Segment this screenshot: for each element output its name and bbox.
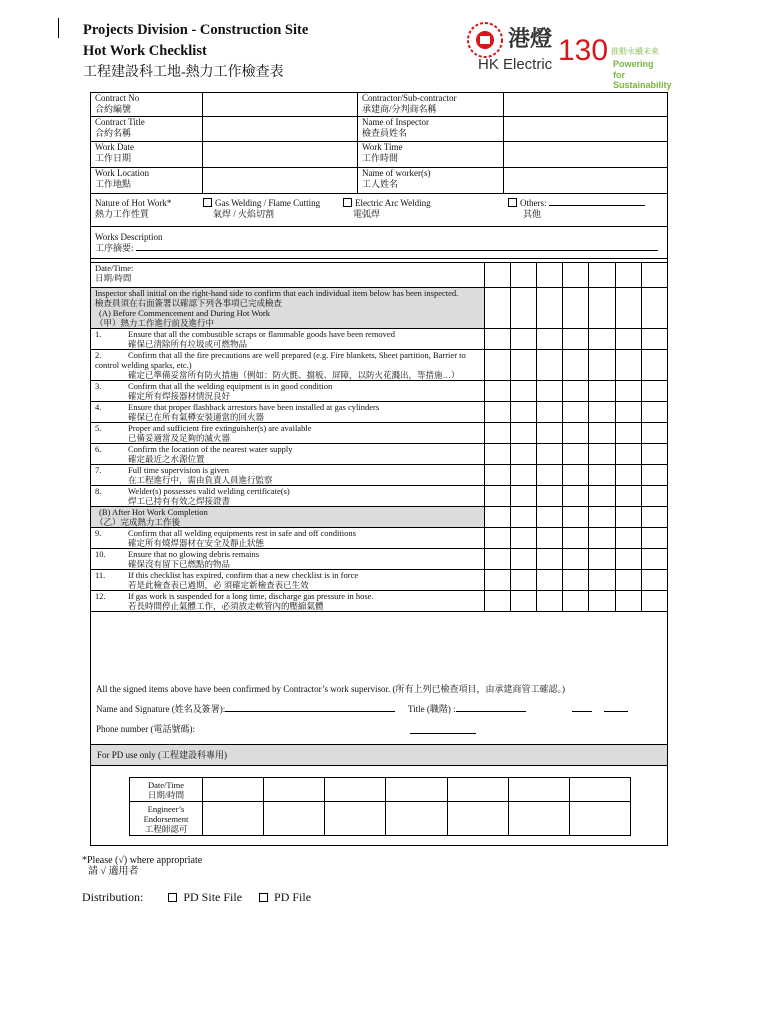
checklist-row bbox=[91, 402, 668, 423]
initial-cell[interactable] bbox=[641, 288, 667, 329]
checklist-row bbox=[91, 465, 668, 486]
initial-cell[interactable] bbox=[589, 288, 615, 329]
initial-cell[interactable] bbox=[589, 591, 615, 612]
initial-cell[interactable] bbox=[589, 263, 615, 288]
pd-date-cell[interactable] bbox=[508, 778, 569, 802]
work-location-label: Work Location 工作地點 bbox=[91, 168, 203, 194]
initial-cell[interactable] bbox=[589, 402, 615, 423]
checklist-row bbox=[91, 444, 668, 465]
initial-cell[interactable] bbox=[484, 465, 510, 486]
initial-cell[interactable] bbox=[484, 444, 510, 465]
form-title: Hot Work Checklist bbox=[83, 43, 207, 59]
phone-field[interactable] bbox=[410, 733, 476, 734]
initial-cell[interactable] bbox=[589, 507, 615, 528]
checklist-table bbox=[90, 262, 668, 612]
pd-date-cell[interactable] bbox=[569, 778, 630, 802]
contract-no-label: Contract No 合約編號 bbox=[91, 93, 203, 117]
checklist-row bbox=[91, 486, 668, 507]
pd-file-option[interactable]: PD File bbox=[259, 890, 311, 904]
initial-cell[interactable] bbox=[537, 570, 563, 591]
initial-cell[interactable] bbox=[615, 288, 641, 329]
checklist-item: 10. Ensure that no glowing debris remains 確保沒有留下已燃點的物品 bbox=[91, 549, 485, 570]
initial-cell[interactable] bbox=[484, 350, 510, 381]
initial-cell[interactable] bbox=[510, 329, 536, 350]
initial-cell[interactable] bbox=[510, 444, 536, 465]
initial-cell[interactable] bbox=[641, 263, 667, 288]
pd-date-cell[interactable] bbox=[386, 778, 447, 802]
initial-cell[interactable] bbox=[563, 444, 589, 465]
pd-date-cell[interactable] bbox=[203, 778, 264, 802]
initial-cell[interactable] bbox=[537, 381, 563, 402]
initial-cell[interactable] bbox=[484, 381, 510, 402]
initial-cell[interactable] bbox=[537, 486, 563, 507]
initial-cell[interactable] bbox=[615, 329, 641, 350]
initial-cell[interactable] bbox=[563, 423, 589, 444]
initial-cell[interactable] bbox=[510, 549, 536, 570]
initial-cell[interactable] bbox=[537, 528, 563, 549]
initial-cell[interactable] bbox=[510, 263, 536, 288]
work-location-field[interactable] bbox=[203, 168, 358, 194]
pd-site-file-option[interactable]: PD Site File bbox=[168, 890, 242, 904]
initial-cell[interactable] bbox=[615, 549, 641, 570]
pd-site-file-checkbox[interactable] bbox=[168, 893, 177, 902]
form-title-zh: 工程建設科工地-熱力工作檢查表 bbox=[83, 65, 284, 80]
pd-endorsement-cell[interactable] bbox=[203, 802, 264, 836]
section-b-header: (B) After Hot Work Completion （乙）完成熱力工作後 bbox=[91, 507, 485, 528]
initial-cell[interactable] bbox=[484, 329, 510, 350]
contractor-field[interactable] bbox=[504, 93, 668, 117]
contract-title-label: Contract Title 合約名稱 bbox=[91, 117, 203, 142]
gas-welding-checkbox[interactable] bbox=[203, 198, 212, 207]
initial-cell[interactable] bbox=[563, 402, 589, 423]
checklist-row bbox=[91, 329, 668, 350]
pd-endorsement-label: Engineer’s Endorsement 工程師認可 bbox=[130, 802, 203, 836]
initial-cell[interactable] bbox=[510, 402, 536, 423]
checklist-row bbox=[91, 381, 668, 402]
initial-cell[interactable] bbox=[563, 350, 589, 381]
initial-cell[interactable] bbox=[510, 350, 536, 381]
inspector-field[interactable] bbox=[504, 117, 668, 142]
initial-cell[interactable] bbox=[563, 591, 589, 612]
work-time-field[interactable] bbox=[504, 142, 668, 168]
section-a-header: Inspector shall initial on the right-hand side to confirm that each individual item below has been inspected. 檢查員須在右面簽署以確認下列各事項已完成檢查 (A) Before Commencement and During Hot Work （甲）熱力工作進行前及進行中 bbox=[91, 288, 485, 329]
initial-cell[interactable] bbox=[563, 528, 589, 549]
contract-no-field[interactable] bbox=[203, 93, 358, 117]
initial-cell[interactable] bbox=[589, 381, 615, 402]
checklist-item: 8. Welder(s) possesses valid welding certificate(s) 焊工已持有有效之焊接證書 bbox=[91, 486, 485, 507]
inspector-label: Name of Inspector 檢查員姓名 bbox=[358, 117, 504, 142]
initial-cell[interactable] bbox=[510, 570, 536, 591]
slogan-zh: 推動永續未來 bbox=[611, 47, 659, 56]
initial-cell[interactable] bbox=[589, 549, 615, 570]
initial-cell[interactable] bbox=[589, 350, 615, 381]
pd-endorsement-cell[interactable] bbox=[386, 802, 447, 836]
initial-cell[interactable] bbox=[615, 402, 641, 423]
pd-date-time-label: Date/Time 日期/時間 bbox=[130, 778, 203, 802]
initial-cell[interactable] bbox=[641, 549, 667, 570]
initial-cell[interactable] bbox=[641, 329, 667, 350]
checklist-item: 12. If gas work is suspended for a long time, discharge gas pressure in hose. 若長時間停止氣體工作，必須放走軟管內的壓縮氣體 bbox=[91, 591, 485, 612]
distribution-row: Distribution: PD Site File PD File bbox=[82, 890, 312, 904]
checklist-item: 2. Confirm that all the fire precautions are well prepared (e.g. Fire blankets, Sheet partition, Barrier to control welding sparks, etc.) 確定已準備妥當所有防火措施（例如：防火氈、擋板、屏障，以防火花濺出，等措施…） bbox=[91, 350, 485, 381]
initial-cell[interactable] bbox=[537, 591, 563, 612]
initial-cell[interactable] bbox=[589, 528, 615, 549]
checklist-item: 3. Confirm that all the welding equipment is in good condition 確定所有焊接器材情況良好 bbox=[91, 381, 485, 402]
initial-cell[interactable] bbox=[537, 423, 563, 444]
name-signature-field[interactable] bbox=[225, 711, 395, 712]
initial-cell[interactable] bbox=[537, 350, 563, 381]
work-date-label: Work Date 工作日期 bbox=[91, 142, 203, 168]
works-description-field[interactable] bbox=[136, 250, 658, 251]
initial-cell[interactable] bbox=[615, 423, 641, 444]
others-field[interactable] bbox=[549, 205, 645, 206]
name-signature-row: Name and Signature (姓名及簽署): bbox=[96, 704, 395, 715]
initial-cell[interactable] bbox=[641, 444, 667, 465]
company-name-en: HK Electric bbox=[478, 56, 553, 73]
work-date-field[interactable] bbox=[203, 142, 358, 168]
initial-cell[interactable] bbox=[537, 549, 563, 570]
footnote: *Please (√) where appropriate 請 √ 適用者 bbox=[82, 855, 203, 877]
checklist-row bbox=[91, 549, 668, 570]
workers-field[interactable] bbox=[504, 168, 668, 194]
initial-cell[interactable] bbox=[563, 381, 589, 402]
pd-file-checkbox[interactable] bbox=[259, 893, 268, 902]
initial-cell[interactable] bbox=[589, 329, 615, 350]
initial-cell[interactable] bbox=[641, 507, 667, 528]
initial-cell[interactable] bbox=[510, 528, 536, 549]
info-table bbox=[90, 92, 668, 259]
initial-cell[interactable] bbox=[563, 263, 589, 288]
initial-cell[interactable] bbox=[589, 465, 615, 486]
initial-cell[interactable] bbox=[510, 288, 536, 329]
checklist-row bbox=[91, 591, 668, 612]
pd-endorsement-cell[interactable] bbox=[447, 802, 508, 836]
initial-cell[interactable] bbox=[537, 402, 563, 423]
checklist-item: 11. If this checklist has expired, confirm that a new checklist is in force 若是此檢查表已過期，必 須確定新檢查表已生效 bbox=[91, 570, 485, 591]
pd-endorsement-cell[interactable] bbox=[325, 802, 386, 836]
others-option[interactable]: Others: 其他 bbox=[508, 198, 645, 220]
initial-cell[interactable] bbox=[537, 444, 563, 465]
initial-cell[interactable] bbox=[589, 486, 615, 507]
contractor-label: Contractor/Sub-contractor 承建商/分判商名稱 bbox=[358, 93, 504, 117]
nature-of-hot-work-row bbox=[91, 194, 668, 227]
initial-cell[interactable] bbox=[641, 486, 667, 507]
initial-cell[interactable] bbox=[484, 288, 510, 329]
checklist-item: 1. Ensure that all the combustible scraps or flammable goods have been removed 確保已清除所有垃圾或可燃物品 bbox=[91, 329, 485, 350]
work-time-label: Work Time 工作時間 bbox=[358, 142, 504, 168]
arc-welding-option[interactable]: Electric Arc Welding 電弧焊 bbox=[343, 198, 431, 220]
title-field[interactable] bbox=[456, 711, 526, 712]
initial-cell[interactable] bbox=[537, 507, 563, 528]
initial-cell[interactable] bbox=[641, 423, 667, 444]
initial-cell[interactable] bbox=[484, 570, 510, 591]
initial-cell[interactable] bbox=[641, 381, 667, 402]
initial-cell[interactable] bbox=[641, 350, 667, 381]
initial-cell[interactable] bbox=[484, 263, 510, 288]
initial-cell[interactable] bbox=[615, 444, 641, 465]
checklist-item: 4. Ensure that proper flashback arrestors have been installed at gas cylinders 確保已在所有氣樽安裝適當的回火器 bbox=[91, 402, 485, 423]
works-description-row: Works Description 工序摘要: bbox=[91, 227, 668, 259]
initial-cell[interactable] bbox=[563, 570, 589, 591]
checklist-item: 7. Full time supervision is given 在工程進行中，需由負責人員進行監察 bbox=[91, 465, 485, 486]
initial-cell[interactable] bbox=[615, 350, 641, 381]
pd-date-cell[interactable] bbox=[325, 778, 386, 802]
initial-cell[interactable] bbox=[615, 591, 641, 612]
date-time-label: Date/Time: 日期/時間 bbox=[91, 263, 485, 288]
initial-cell[interactable] bbox=[484, 528, 510, 549]
slogan-en-2: for Sustainability bbox=[613, 70, 672, 90]
initial-cell[interactable] bbox=[537, 465, 563, 486]
initial-cell[interactable] bbox=[641, 591, 667, 612]
anniversary-number: 130 bbox=[558, 34, 609, 67]
initial-cell[interactable] bbox=[641, 402, 667, 423]
company-name-zh: 港燈 bbox=[508, 27, 553, 52]
initial-cell[interactable] bbox=[510, 381, 536, 402]
initial-cell[interactable] bbox=[510, 423, 536, 444]
initial-cell[interactable] bbox=[563, 288, 589, 329]
pd-endorsement-cell[interactable] bbox=[569, 802, 630, 836]
initial-cell[interactable] bbox=[641, 528, 667, 549]
initial-cell[interactable] bbox=[484, 549, 510, 570]
checklist-item: 6. Confirm the location of the nearest water supply 確定最近之水源位置 bbox=[91, 444, 485, 465]
document-header bbox=[83, 20, 308, 83]
workers-label: Name of worker(s) 工人姓名 bbox=[358, 168, 504, 194]
initial-cell[interactable] bbox=[510, 465, 536, 486]
initial-cell[interactable] bbox=[641, 570, 667, 591]
checklist-item: 9. Confirm that all welding equipments rest in safe and off conditions 確定所有燒焊器材在安全及靜止狀態 bbox=[91, 528, 485, 549]
initial-cell[interactable] bbox=[615, 263, 641, 288]
initial-cell[interactable] bbox=[615, 486, 641, 507]
phone-row: Phone number (電話號碼): bbox=[96, 724, 195, 734]
initial-cell[interactable] bbox=[589, 423, 615, 444]
initial-cell[interactable] bbox=[510, 591, 536, 612]
initial-cell[interactable] bbox=[537, 329, 563, 350]
checklist-row bbox=[91, 423, 668, 444]
gas-welding-option[interactable]: Gas Welding / Flame Cutting 氣焊 / 火焰切割 bbox=[203, 198, 320, 220]
initial-cell[interactable] bbox=[563, 507, 589, 528]
margin-line bbox=[58, 18, 59, 38]
initial-cell[interactable] bbox=[484, 486, 510, 507]
initial-cell[interactable] bbox=[537, 288, 563, 329]
initial-cell[interactable] bbox=[484, 423, 510, 444]
initial-cell[interactable] bbox=[537, 263, 563, 288]
works-description-label: Works Description bbox=[95, 232, 163, 242]
hk-electric-logo bbox=[463, 12, 685, 90]
initial-cell[interactable] bbox=[615, 465, 641, 486]
initial-cell[interactable] bbox=[563, 486, 589, 507]
pd-endorsement-cell[interactable] bbox=[508, 802, 569, 836]
initial-cell[interactable] bbox=[563, 329, 589, 350]
initial-cell[interactable] bbox=[563, 549, 589, 570]
checklist-row bbox=[91, 350, 668, 381]
others-checkbox[interactable] bbox=[508, 198, 517, 207]
slogan-en-1: Powering bbox=[613, 59, 654, 69]
pd-use-only-bar: For PD use only (工程建設科專用) bbox=[91, 744, 667, 766]
initial-cell[interactable] bbox=[615, 507, 641, 528]
initial-cell[interactable] bbox=[510, 507, 536, 528]
arc-welding-checkbox[interactable] bbox=[343, 198, 352, 207]
initial-cell[interactable] bbox=[484, 591, 510, 612]
checklist-row bbox=[91, 528, 668, 549]
initial-cell[interactable] bbox=[589, 444, 615, 465]
initial-cell[interactable] bbox=[615, 381, 641, 402]
initial-cell[interactable] bbox=[484, 402, 510, 423]
division-title: Projects Division - Construction Site bbox=[83, 22, 309, 38]
checklist-row bbox=[91, 570, 668, 591]
initial-cell[interactable] bbox=[641, 465, 667, 486]
initial-cell[interactable] bbox=[615, 528, 641, 549]
pd-endorsement-cell[interactable] bbox=[264, 802, 325, 836]
title-row: Title (職階) : bbox=[408, 704, 628, 715]
pd-endorsement-table bbox=[129, 777, 631, 836]
contract-title-field[interactable] bbox=[203, 117, 358, 142]
initial-cell[interactable] bbox=[510, 486, 536, 507]
initial-cell[interactable] bbox=[484, 507, 510, 528]
initial-cell[interactable] bbox=[589, 570, 615, 591]
confirmation-statement: All the signed items above have been confirmed by Contractor’s work supervisor. (所有上列已檢查項目，由承建商管工確認。) bbox=[96, 684, 566, 694]
checklist-item: 5. Proper and sufficient fire extinguisher(s) are available 已備妥適當及足夠的滅火器 bbox=[91, 423, 485, 444]
pd-date-cell[interactable] bbox=[264, 778, 325, 802]
pd-date-cell[interactable] bbox=[447, 778, 508, 802]
initial-cell[interactable] bbox=[563, 465, 589, 486]
initial-cell[interactable] bbox=[615, 570, 641, 591]
nature-label: Nature of Hot Work* 熱力工作性質 bbox=[95, 198, 172, 219]
